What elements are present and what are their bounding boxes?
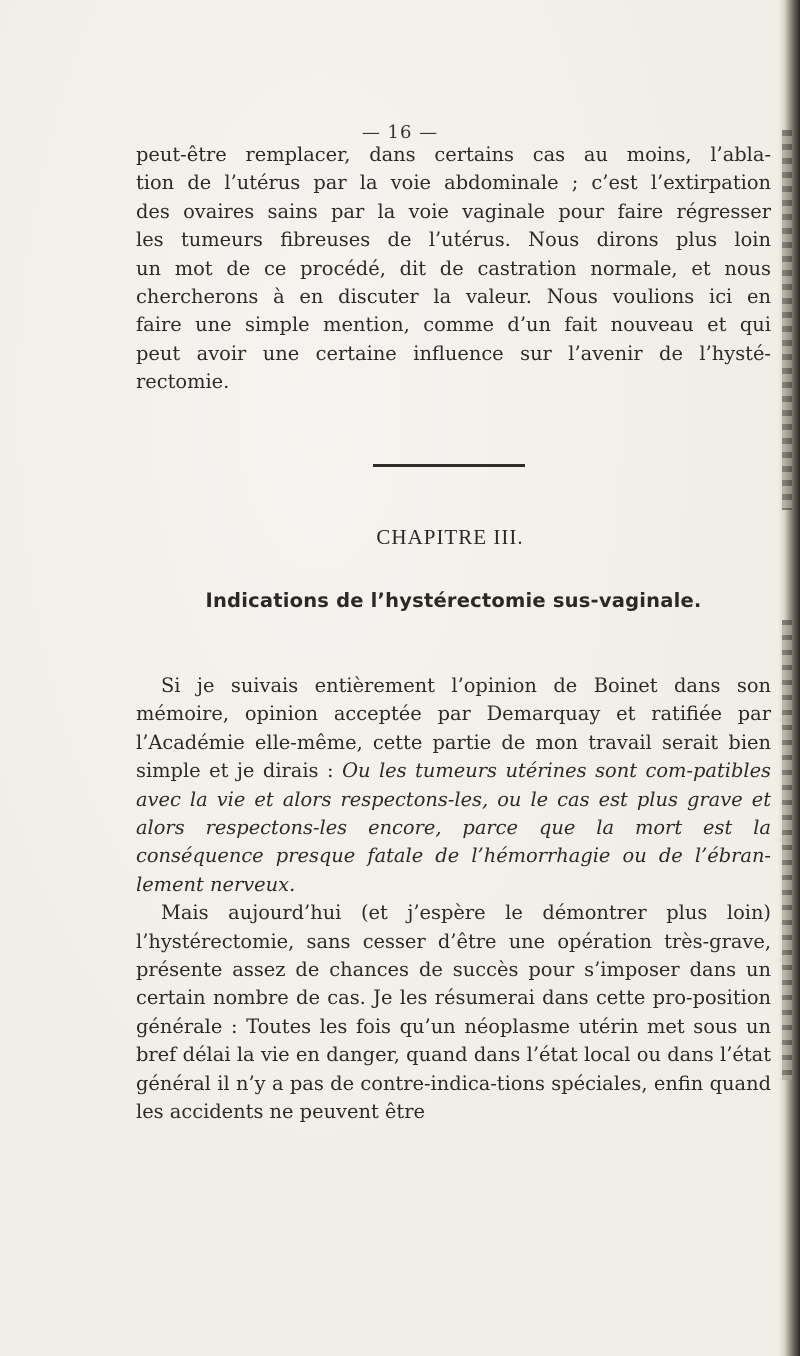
intro-line: des ovaires sains par la voie vaginale pour faire régresser [136,199,771,223]
intro-line: tion de l’utérus par la voie abdominale ; c’est l’extirpation [136,171,771,195]
intro-line: rectomie. [136,370,230,394]
intro-line: peut-être remplacer, dans certains cas au moins, l’abla- [136,143,771,166]
intro-line: peut avoir une certaine influence sur l’avenir de l’hysté- [136,341,771,365]
intro-line: faire une simple mention, comme d’un fait nouveau et qui [136,313,771,337]
paragraph-1-italic-quote: Ou les tumeurs utérines sont com-patibles avec la vie et alors respectons-les, ou le cas est plus grave et alors respectons-les encore, parce que la mort est la conséquence presque fatale de l’hémorrhagie ou de l’ébran-lement nerveux. [136,759,771,896]
paragraph-2: Mais aujourd’hui (et j’espère le démontrer plus loin) l’hystérectomie, sans cesser d’être une opération très-grave, présente assez de chances de succès pour s’imposer dans un certain nombre de cas. Je les résumerai dans cette pro-position générale : Toutes les fois qu’un néoplasme utérin met sous un bref délai la vie en danger, quand dans l’état local ou dans l’état général il n’y a pas de contre-indica-tions spéciales, enfin quand les accidents ne peuvent être [136,901,771,1124]
intro-text [136,141,771,397]
chapter-title: Indications de l’hystérectomie sus-vaginale. [205,589,702,612]
intro-line: les tumeurs fibreuses de l’utérus. Nous dirons plus loin [136,228,771,252]
paragraph-1 [136,672,771,899]
chapter-body [136,672,771,1127]
intro-paragraph [136,141,771,397]
section-divider-rule [373,464,525,467]
page-binding-edge [778,0,800,1356]
paragraph-1-lead: Si je suivais entièrement l’opinion de Boinet dans son mémoire, opinion acceptée par Demarquay et ratifiée par l’Académie elle-même, cette partie de mon travail serait bien simple et je dirais : [136,674,771,783]
intro-line: un mot de ce procédé, dit de castration normale, et nous [136,256,771,280]
page-number: — 16 — [361,122,439,143]
chapter-heading: CHAPITRE III. [376,525,524,549]
intro-line: chercherons à en discuter la valeur. Nous voulions ici en [136,285,771,309]
